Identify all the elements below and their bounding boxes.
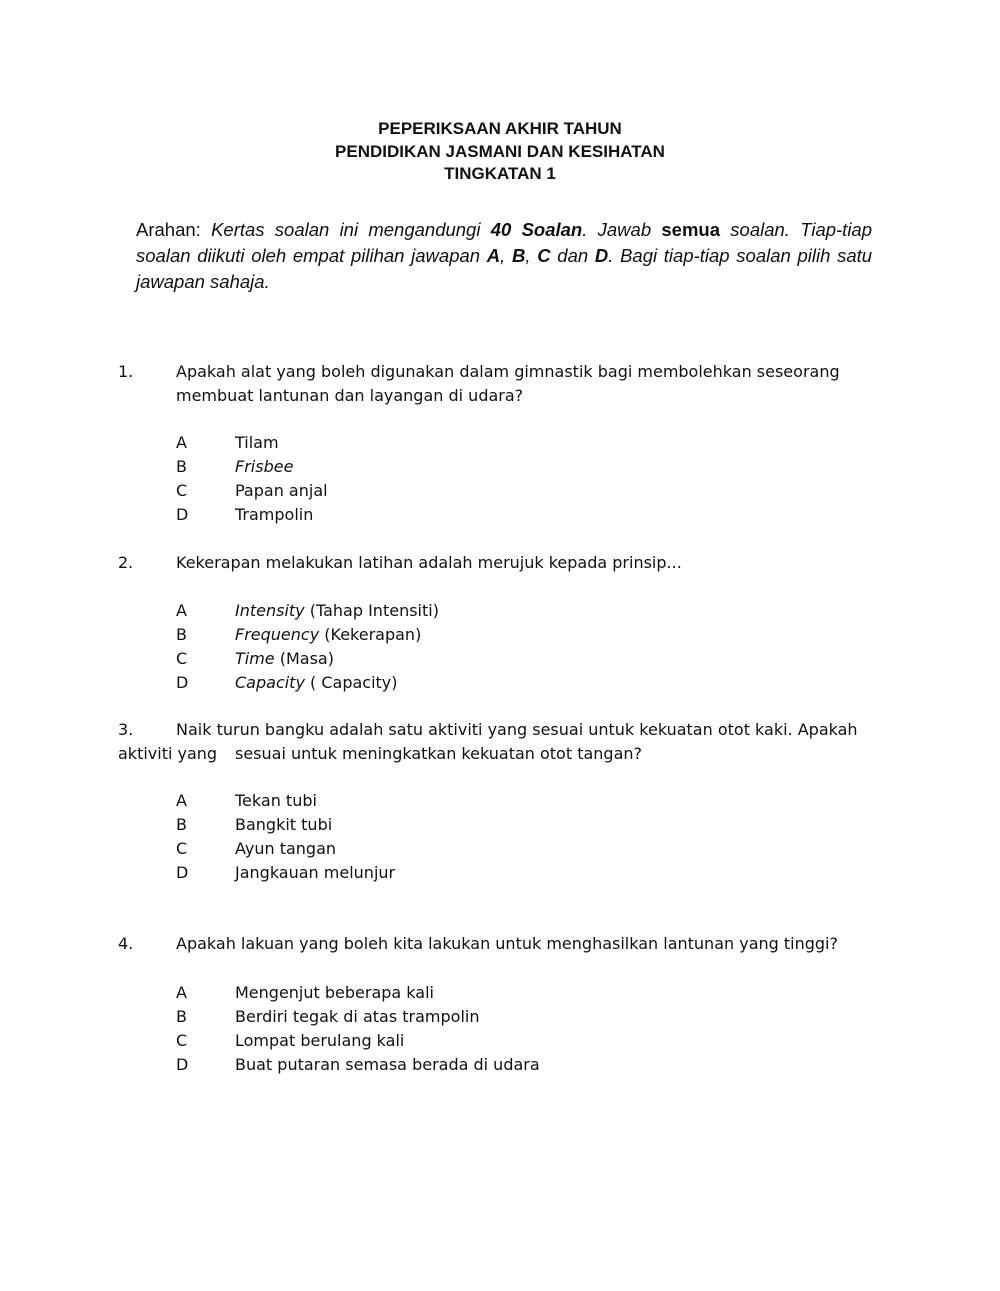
- question-text: Apakah lakuan yang boleh kita lakukan untuk menghasilkan lantunan yang tinggi?: [176, 934, 838, 953]
- question-text: Naik turun bangku adalah satu aktiviti yang sesuai untuk kekuatan otot kaki. Apakah: [176, 720, 858, 739]
- exam-title: PEPERIKSAAN AKHIR TAHUN: [378, 119, 622, 138]
- form-level: TINGKATAN 1: [444, 164, 556, 183]
- instructions: Arahan: Kertas soalan ini mengandungi 40 Soalan. Jawab semua soalan. Tiap-tiap soalan diikuti oleh empat pilihan jawapan A, B, C dan D. Bagi tiap-tiap soalan pilih satu jawapan sahaja.: [136, 219, 873, 292]
- question-text: Kekerapan melakukan latihan adalah merujuk kepada prinsip...: [176, 553, 682, 572]
- subject-title: PENDIDIKAN JASMANI DAN KESIHATAN: [335, 141, 665, 161]
- question-number: 4.: [118, 934, 134, 953]
- exam-header: [0, 118, 1000, 186]
- question-number: 3.: [118, 720, 134, 739]
- instructions-label: Arahan:: [136, 219, 201, 240]
- question-number: 2.: [118, 553, 134, 572]
- question-count: 40 Soalan: [490, 219, 583, 240]
- question-text: Apakah alat yang boleh digunakan dalam gimnastik bagi membolehkan seseorang membuat lantunan dan layangan di udara?: [176, 362, 840, 405]
- answer-all: semua: [661, 219, 721, 240]
- question-number: 1.: [118, 362, 134, 381]
